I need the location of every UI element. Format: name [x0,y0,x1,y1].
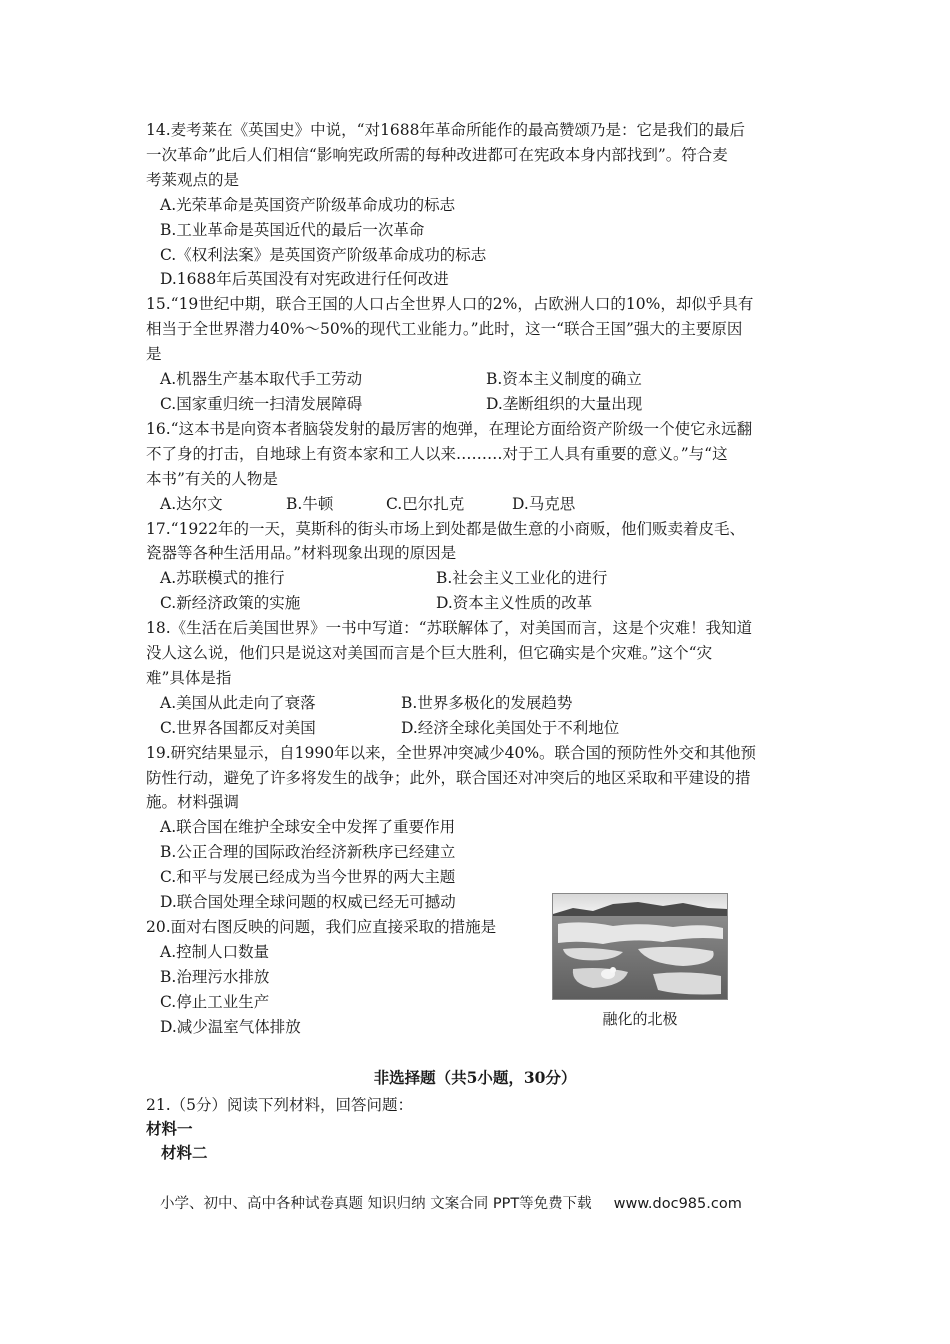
q16-option-b: B.牛顿 [286,494,334,513]
q15-option-c: C.国家重归统一扫清发展障碍 [160,394,363,413]
q17-option-b: B.社会主义工业化的进行 [436,569,608,588]
q18-option-a: A.美国从此走向了衰落 [160,693,316,712]
q16-option-c: C.巴尔扎克 [386,494,465,513]
q18-stem-1: 18.《生活在后美国世界》一书中写道：“苏联解体了，对美国而言，这是个灾难！我知道 [146,619,753,638]
material-two-label: 材料二 [161,1143,208,1162]
q19-stem-2: 防性行动，避免了许多将发生的战争；此外，联合国还对冲突后的地区采取和平建设的措 [146,768,751,787]
q14-option-d: D.1688年后英国没有对宪政进行任何改进 [160,270,449,289]
material-one-label: 材料一 [146,1119,193,1138]
q16-stem-2: 不了身的打击，自地球上有资本家和工人以来………对于工人具有重要的意义。”与“这 [146,444,728,463]
q15-options-row-2 [146,392,816,417]
q20-stem-1: 20.面对右图反映的问题，我们应直接采取的措施是 [146,918,497,936]
figure-caption: 融化的北极 [602,1010,678,1028]
q16-option-a: A.达尔文 [160,494,223,513]
q17-option-c: C.新经济政策的实施 [160,594,301,613]
q19-option-b: B.公正合理的国际政治经济新秩序已经建立 [160,843,456,862]
q18-stem-3: 难”具体是指 [146,668,232,687]
q15-options-row-1 [146,367,816,392]
q15-option-a: A.机器生产基本取代手工劳动 [160,370,363,389]
q19-stem-1: 19.研究结果显示，自1990年以来，全世界冲突减少40%。联合国的预防性外交和其他预 [146,743,757,762]
q20-option-c: C.停止工业生产 [160,992,270,1011]
q17-options-row-1 [146,566,816,591]
q18-options-row-2 [146,716,816,741]
q18-option-c: C.世界各国都反对美国 [160,718,316,737]
q18-options-row-1 [146,691,816,716]
q16-stem-3: 本书”有关的人物是 [146,469,278,488]
q15-option-b: B.资本主义制度的确立 [486,370,642,389]
melting-arctic-image [552,893,728,1000]
q18-option-d: D.经济全球化美国处于不利地位 [401,718,620,737]
q14-option-a: A.光荣革命是英国资产阶级革命成功的标志 [160,195,456,214]
q19-option-c: C.和平与发展已经成为当今世界的两大主题 [160,868,456,887]
q15-option-d: D.垄断组织的大量出现 [486,394,643,413]
q14-stem-1: 14.麦考莱在《英国史》中说，“对1688年革命所能作的最高赞颂乃是：它是我们的最后 [146,121,746,139]
q20-option-a: A.控制人口数量 [160,942,270,961]
section-title: 非选择题（共5小题，30分） [373,1068,577,1087]
q19-option-d: D.联合国处理全球问题的权威已经无可撼动 [160,893,456,912]
q19-option-a: A.联合国在维护全球安全中发挥了重要作用 [160,818,456,837]
q21-stem: 21.（5分）阅读下列材料，回答问题： [146,1096,414,1114]
q16-stem-1: 16.“这本书是向资本者脑袋发射的最厉害的炮弹，在理论方面给资产阶级一个使它永远翻 [146,419,753,438]
q15-stem-2: 相当于全世界潜力40%～50%的现代工业能力。”此时，这一“联合王国”强大的主要原因 [146,320,743,339]
q20-option-d: D.减少温室气体排放 [160,1017,301,1036]
footer [160,1192,742,1213]
q20-option-b: B.治理污水排放 [160,967,270,986]
q14-stem-3: 考莱观点的是 [146,170,240,189]
q19-stem-3: 施。材料强调 [146,793,240,812]
q17-stem-1: 17.“1922年的一天，莫斯科的街头市场上到处都是做生意的小商贩，他们贩卖着皮毛、 [146,519,746,538]
q14-option-c: C.《权利法案》是英国资产阶级革命成功的标志 [160,245,487,264]
q18-option-b: B.世界多极化的发展趋势 [401,693,573,712]
q16-option-d: D.马克思 [512,494,576,513]
footer-text: 小学、初中、高中各种试卷真题 知识归纳 文案合同 PPT等免费下载 [160,1196,592,1212]
q14-option-b: B.工业革命是英国近代的最后一次革命 [160,220,425,239]
q17-stem-2: 瓷器等各种生活用品。”材料现象出现的原因是 [146,544,457,563]
q16-options-row [146,492,816,517]
q14-stem-2: 一次革命”此后人们相信“影响宪政所需的每种改进都可在宪政本身内部找到”。符合麦 [146,145,728,164]
q17-options-row-2 [146,591,816,616]
q17-option-a: A.苏联模式的推行 [160,569,285,588]
footer-url[interactable]: www.doc985.com [613,1196,742,1212]
q15-stem-1: 15.“19世纪中期，联合王国的人口占全世界人口的2%，占欧洲人口的10%，却似乎具有 [146,295,754,314]
q18-stem-2: 没人这么说，他们只是说这对美国而言是个巨大胜利，但它确实是个灾难。”这个“灾 [146,644,713,663]
q15-stem-3: 是 [146,345,162,364]
q17-option-d: D.资本主义性质的改革 [436,594,593,613]
